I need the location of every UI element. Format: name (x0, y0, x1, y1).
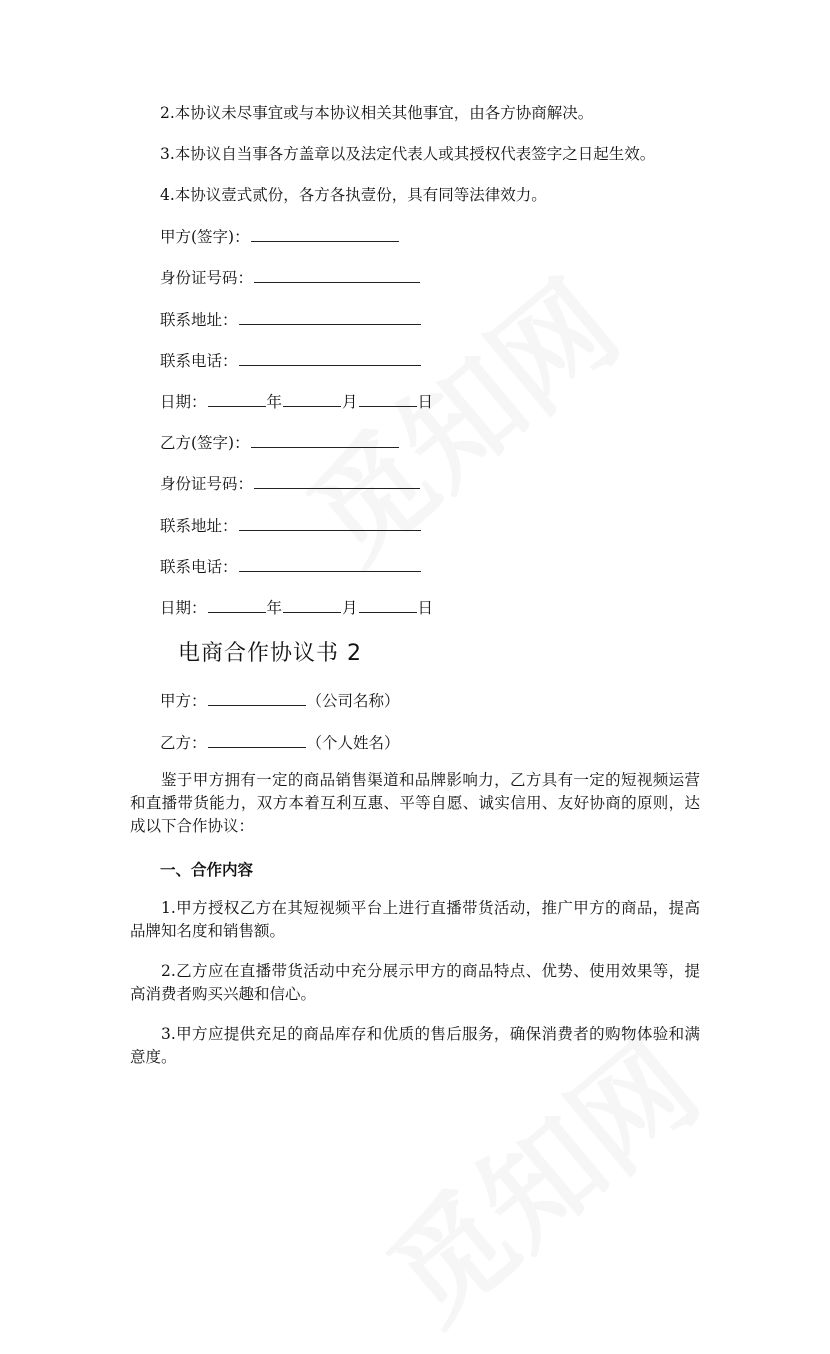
party-b-id-row (160, 473, 421, 494)
party-a-phone-label: 联系电话： (160, 352, 238, 370)
agreement-2-intro: 鉴于甲方拥有一定的商品销售渠道和品牌影响力，乙方具有一定的短视频运营和直播带货能力，双方本着互利互惠、平等自愿、诚实信用、友好协商的原则，达成以下合作协议： (130, 771, 700, 835)
clause-1: 1.甲方授权乙方在其短视频平台上进行直播带货活动，推广甲方的商品，提高品牌知名度和销售额。 (130, 899, 700, 940)
party-a-sign-blank[interactable] (251, 226, 399, 242)
term-2: 2.本协议未尽事宜或与本协议相关其他事宜，由各方协商解决。 (160, 104, 594, 122)
day-blank[interactable] (359, 391, 417, 407)
agreement-2-title: 电商合作协议书 2 (178, 641, 362, 666)
agreement-2-party-b-blank[interactable] (208, 732, 306, 748)
agreement-2-party-a-blank[interactable] (208, 690, 306, 706)
day-label: 日 (417, 599, 434, 617)
party-b-address-label: 联系地址： (160, 517, 238, 535)
clause-2: 2.乙方应在直播带货活动中充分展示甲方的商品特点、优势、使用效果等，提高消费者购买兴趣和信心。 (130, 962, 700, 1003)
party-a-address-blank[interactable] (239, 309, 421, 325)
section-1-title: 一、合作内容 (160, 861, 254, 879)
month-blank[interactable] (283, 597, 341, 613)
party-a-sign-label: 甲方(签字)： (160, 228, 250, 246)
party-a-id-blank[interactable] (254, 267, 420, 283)
party-b-phone-label: 联系电话： (160, 558, 238, 576)
party-a-phone-row (160, 350, 422, 371)
agreement-2-party-a-label: 甲方： (160, 692, 207, 710)
clause-3: 3.甲方应提供充足的商品库存和优质的售后服务，确保消费者的购物体验和满意度。 (130, 1025, 700, 1066)
party-b-date-row (160, 597, 433, 618)
year-blank[interactable] (208, 391, 266, 407)
year-label: 年 (266, 393, 283, 411)
party-b-id-blank[interactable] (254, 473, 420, 489)
agreement-2-party-b-note: （个人姓名） (306, 734, 400, 752)
month-label: 月 (342, 599, 358, 617)
party-a-id-row (160, 267, 421, 288)
party-b-phone-row (160, 556, 422, 577)
day-label: 日 (417, 393, 434, 411)
term-3: 3.本协议自当事各方盖章以及法定代表人或其授权代表签字之日起生效。 (160, 145, 656, 163)
day-blank[interactable] (359, 597, 417, 613)
party-a-phone-blank[interactable] (239, 350, 421, 366)
agreement-2-party-a-note: （公司名称） (306, 692, 400, 710)
date-label: 日期： (160, 599, 207, 617)
party-a-date-row (160, 391, 433, 412)
party-a-address-label: 联系地址： (160, 311, 238, 329)
year-label: 年 (266, 599, 283, 617)
party-a-sign-row (160, 226, 400, 247)
agreement-2-party-a-row (160, 690, 400, 711)
month-label: 月 (342, 393, 358, 411)
watermark (267, 236, 647, 594)
year-blank[interactable] (208, 597, 266, 613)
party-b-sign-row (160, 432, 400, 453)
party-a-id-label: 身份证号码： (160, 269, 254, 287)
party-b-address-row (160, 515, 422, 536)
party-b-sign-blank[interactable] (251, 432, 399, 448)
party-b-phone-blank[interactable] (239, 556, 421, 572)
party-b-address-blank[interactable] (239, 515, 421, 531)
date-label: 日期： (160, 393, 207, 411)
agreement-2-party-b-label: 乙方： (160, 734, 207, 752)
term-4: 4.本协议壹式贰份，各方各执壹份，具有同等法律效力。 (160, 186, 547, 204)
month-blank[interactable] (283, 391, 341, 407)
party-b-id-label: 身份证号码： (160, 475, 254, 493)
party-a-address-row (160, 309, 422, 330)
agreement-2-party-b-row (160, 732, 400, 753)
party-b-sign-label: 乙方(签字)： (160, 434, 250, 452)
